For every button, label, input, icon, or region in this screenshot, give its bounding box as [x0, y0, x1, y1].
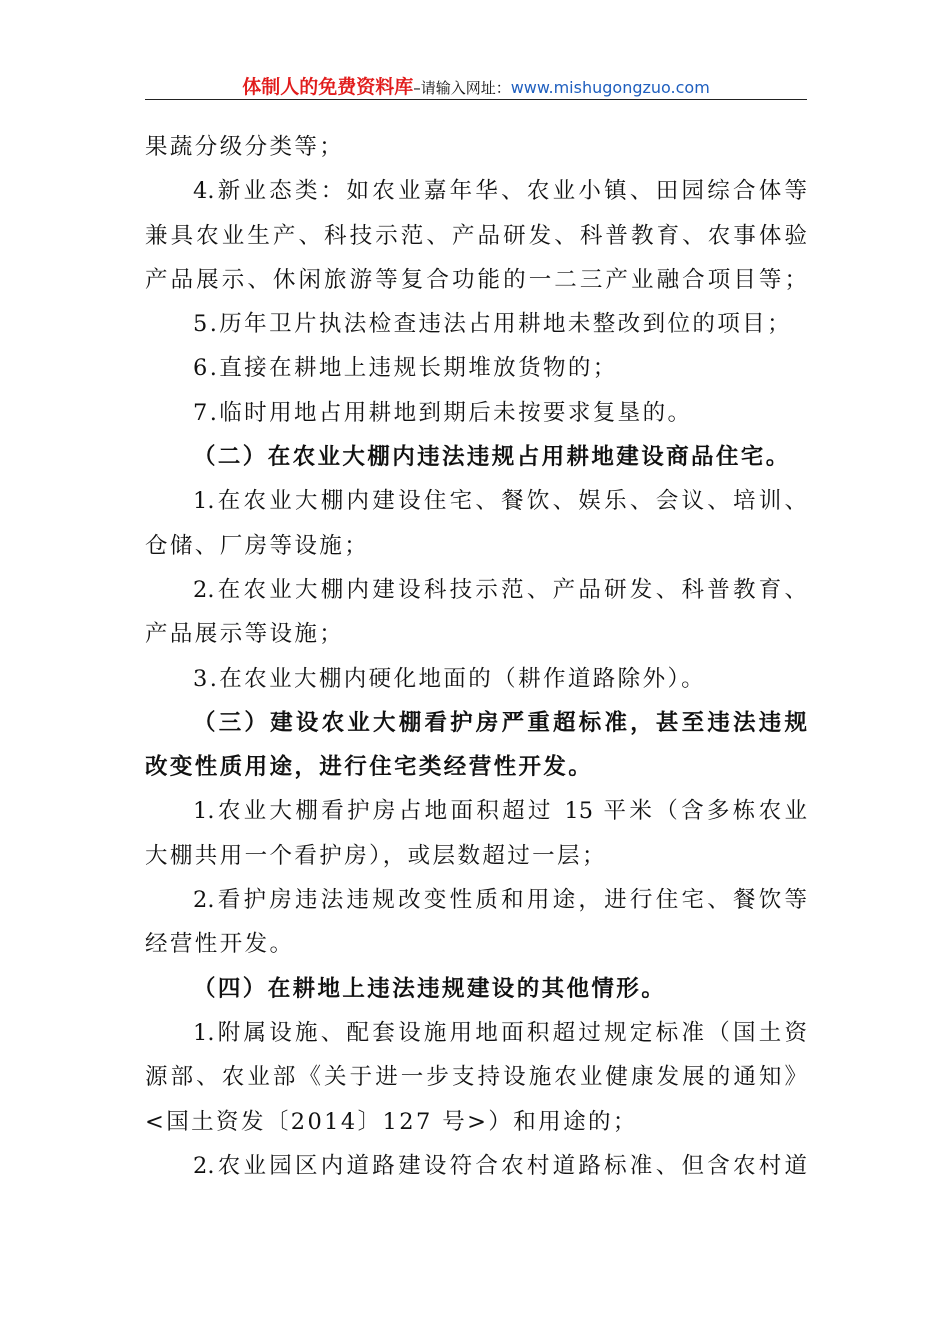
- header-brand: 体制人的免费资料库: [242, 76, 414, 98]
- page-header: [145, 72, 807, 99]
- text-line: 4.新业态类：如农业嘉年华、农业小镇、田园综合体等: [193, 178, 807, 205]
- section-heading: （二）在农业大棚内违法违规占用耕地建设商品住宅。: [193, 444, 791, 471]
- text-line: <国土资发〔2014〕127 号>）和用途的；: [145, 1108, 638, 1135]
- section-heading: （三）建设农业大棚看护房严重超标准，甚至违法违规: [193, 709, 807, 736]
- text-line: 仓储、厂房等设施；: [145, 532, 370, 559]
- text-line: 2.看护房违法违规改变性质和用途，进行住宅、餐饮等: [193, 887, 807, 914]
- text-line: 果蔬分级分类等；: [145, 134, 345, 160]
- text-line: 源部、农业部《关于进一步支持设施农业健康发展的通知》: [145, 1064, 807, 1091]
- text-line: 3.在农业大棚内硬化地面的（耕作道路除外）。: [193, 665, 707, 692]
- text-line: 1.在农业大棚内建设住宅、餐饮、娱乐、会议、培训、: [193, 488, 807, 515]
- text-line: 1.农业大棚看护房占地面积超过 15 平米（含多栋农业: [193, 798, 807, 825]
- section-heading: 改变性质用途，进行住宅类经营性开发。: [145, 754, 594, 781]
- text-line: 1.附属设施、配套设施用地面积超过规定标准（国土资: [193, 1019, 807, 1046]
- document-body: [145, 125, 807, 1188]
- header-divider: [145, 99, 807, 100]
- text-line: 7.临时用地占用耕地到期后未按要求复垦的。: [193, 399, 693, 426]
- text-line: 2.农业园区内道路建设符合农村道路标准、但含农村道: [193, 1152, 807, 1179]
- text-line: 5.历年卫片执法检查违法占用耕地未整改到位的项目；: [193, 311, 792, 338]
- section-heading: （四）在耕地上违法违规建设的其他情形。: [193, 975, 667, 1002]
- text-line: 2.在农业大棚内建设科技示范、产品研发、科普教育、: [193, 576, 807, 603]
- text-line: 大棚共用一个看护房），或层数超过一层；: [145, 842, 607, 869]
- text-line: 产品展示等设施；: [145, 621, 345, 648]
- text-line: 兼具农业生产、科技示范、产品研发、科普教育、农事体验: [145, 222, 807, 249]
- header-prompt: –请输入网址：: [413, 79, 511, 97]
- text-line: 产品展示、休闲旅游等复合功能的一二三产业融合项目等；: [145, 266, 807, 293]
- header-url-link[interactable]: www.mishugongzuo.com: [510, 78, 710, 97]
- text-line: 6.直接在耕地上违规长期堆放货物的；: [193, 355, 618, 382]
- text-line: 经营性开发。: [145, 931, 295, 958]
